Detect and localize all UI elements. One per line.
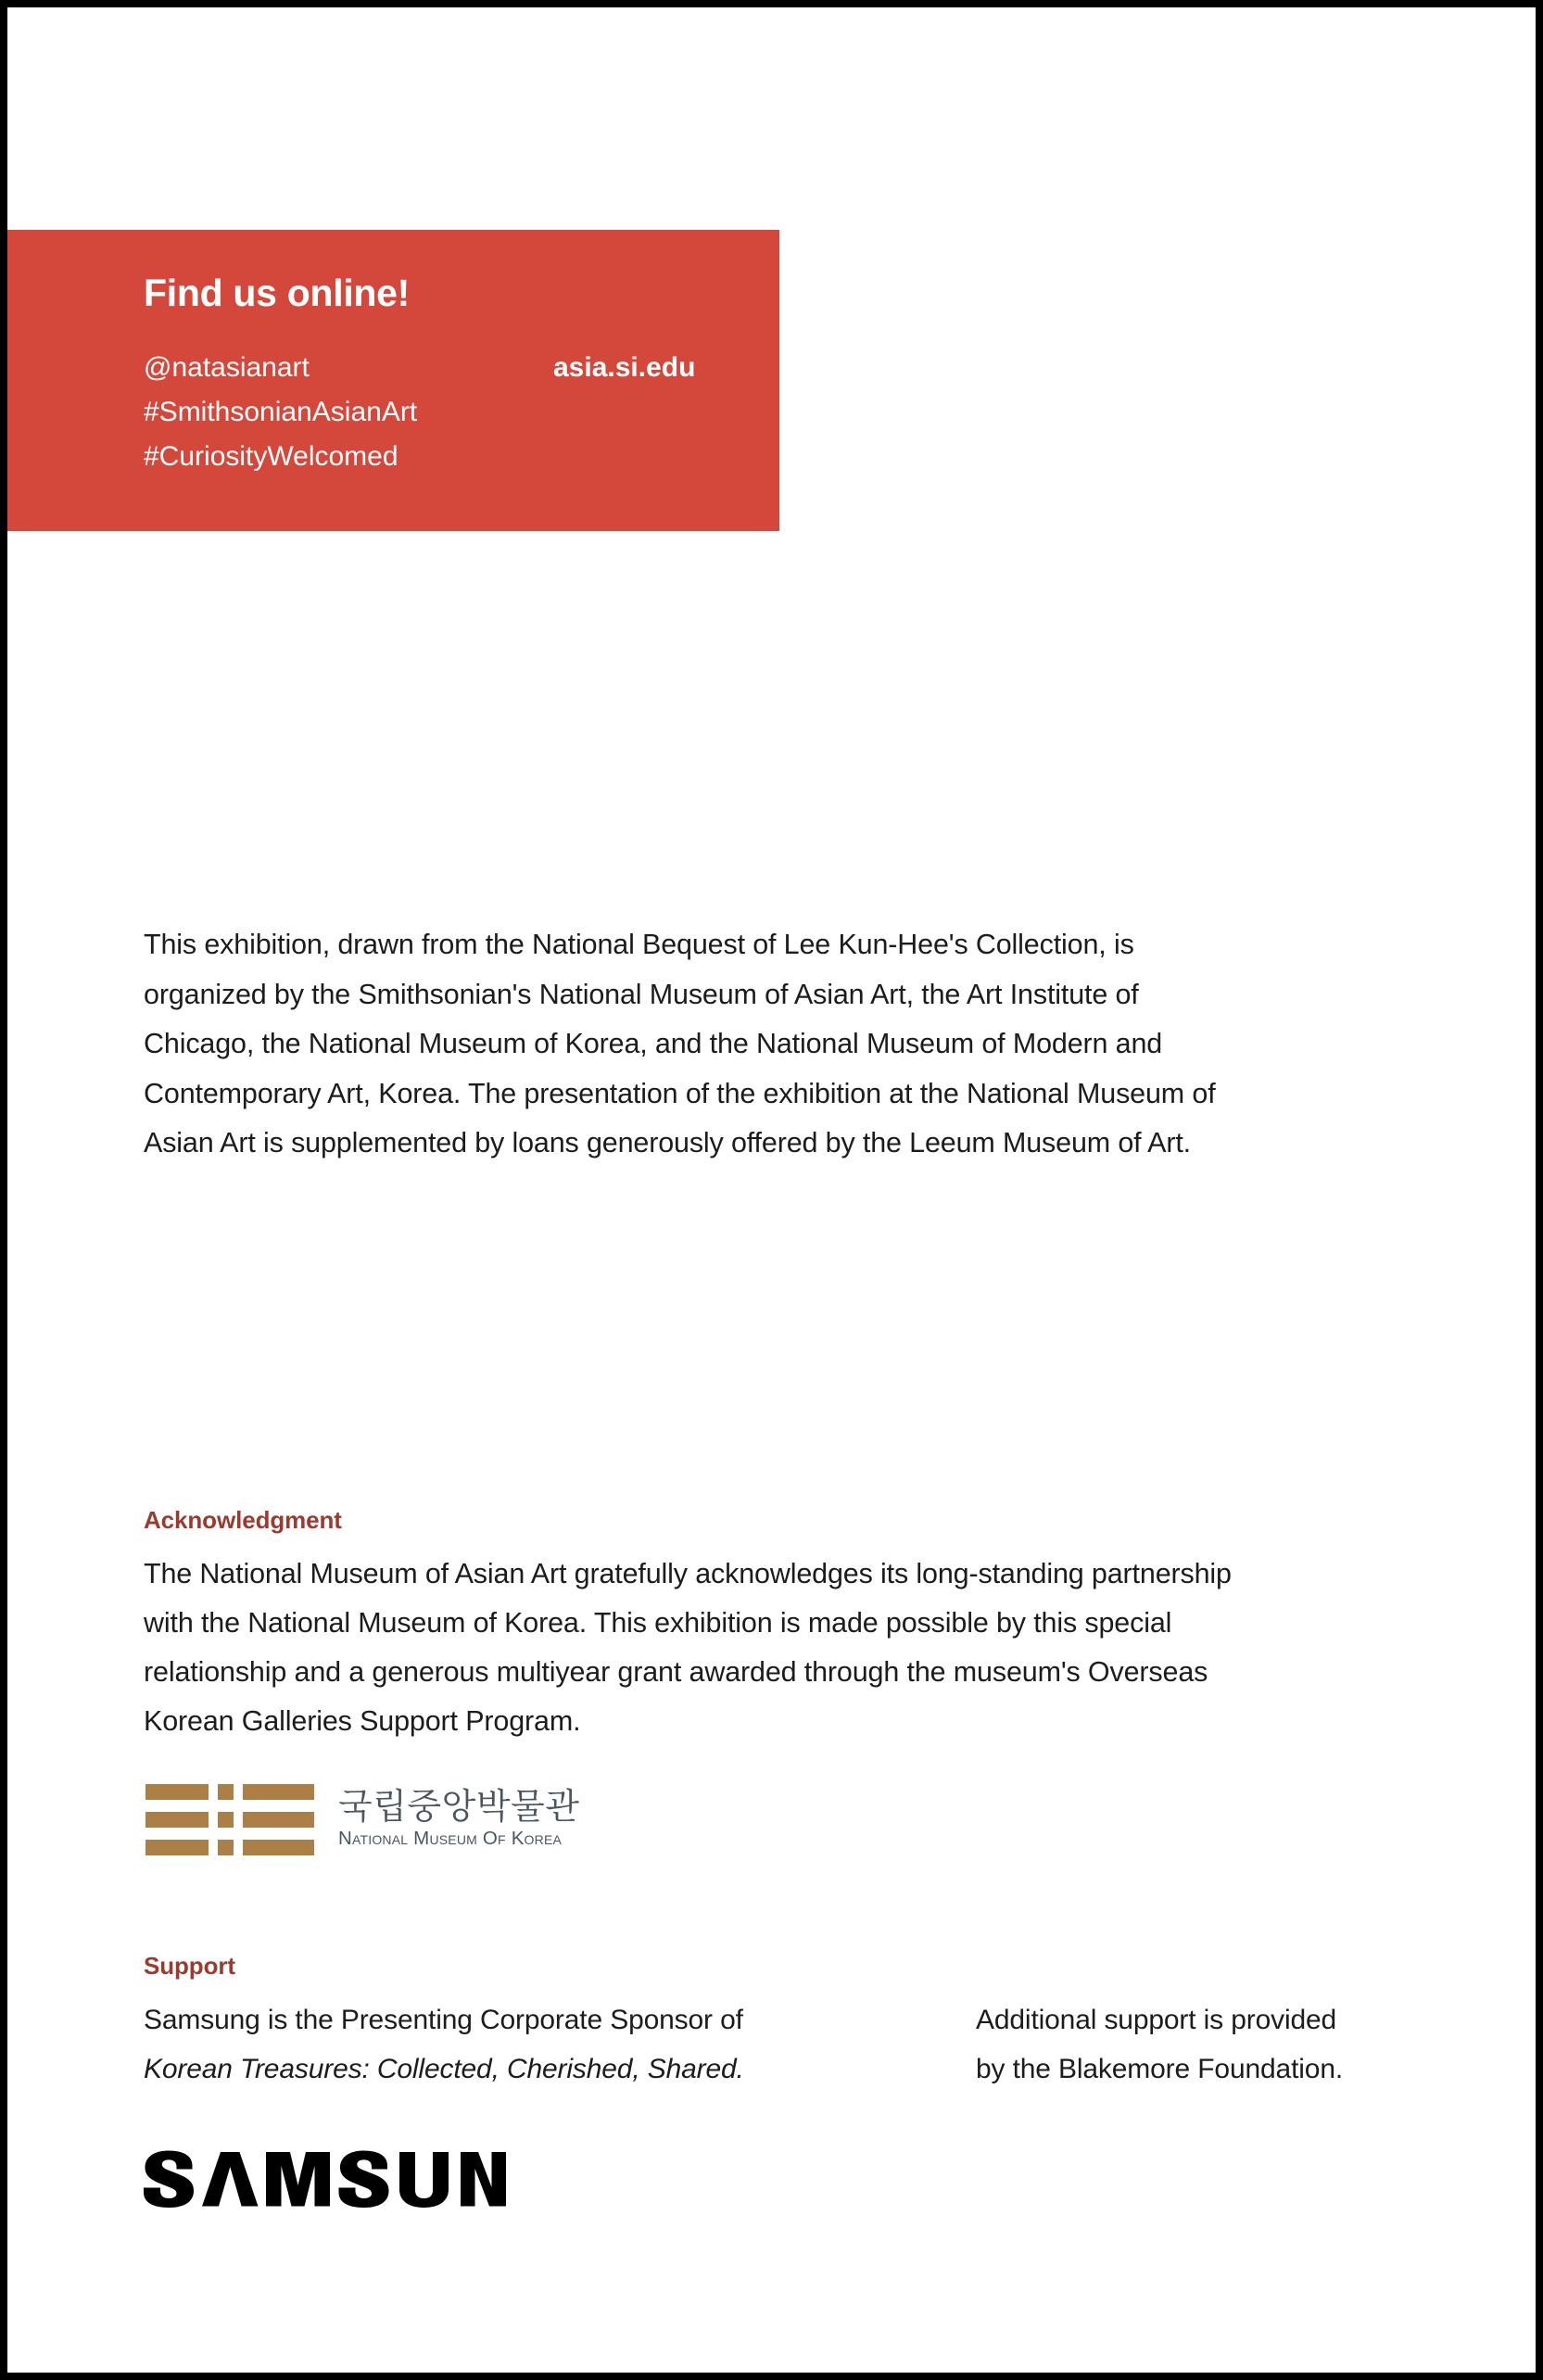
- nmk-bar-row: [145, 1812, 314, 1828]
- nmk-bar-segment: [243, 1840, 314, 1855]
- social-hashtag-smithsonianasianart: #SmithsonianAsianArt: [144, 397, 418, 427]
- additional-support-line-1: Additional support is provided: [976, 2005, 1337, 2035]
- nmk-bar-segment: [218, 1784, 234, 1800]
- find-us-online-banner: [7, 230, 779, 531]
- nmk-logo-text: [338, 1786, 580, 1851]
- support-column-right: [976, 1995, 1495, 2094]
- support-heading: Support: [144, 1952, 235, 1980]
- samsung-wordmark-icon: [143, 2150, 510, 2208]
- website-url[interactable]: asia.si.edu: [553, 352, 696, 383]
- nmk-bar-row: [145, 1784, 314, 1800]
- nmk-bar-segment: [145, 1840, 209, 1855]
- nmk-bar-segment: [218, 1812, 234, 1828]
- support-column-left: [144, 1995, 885, 2094]
- panel-canvas: [7, 7, 1536, 2373]
- nmk-bars-icon: [145, 1784, 314, 1855]
- social-handle-instagram: @natasianart: [144, 352, 310, 383]
- nmk-bar-segment: [145, 1812, 209, 1828]
- banner-title: Find us online!: [144, 272, 411, 314]
- nmk-korean-name: 국립중앙박물관: [338, 1786, 580, 1828]
- nmk-bar-segment: [145, 1784, 209, 1800]
- support-sponsor-line: Samsung is the Presenting Corporate Sponsor of: [144, 2005, 743, 2035]
- national-museum-of-korea-logo: [145, 1784, 579, 1855]
- acknowledgment-body: The National Museum of Asian Art gratefully acknowledges its long-standing partnership with the National Museum of Korea. This exhibition is made possible by this special relationship and a generous multiyear grant awarded through the museum's Overseas Korean Galleries Support Program.: [144, 1558, 1232, 1737]
- nmk-bar-segment: [243, 1812, 314, 1828]
- nmk-bar-segment: [218, 1840, 234, 1855]
- social-handles-list: [144, 346, 417, 479]
- exhibition-credit-paragraph: This exhibition, drawn from the National Bequest of Lee Kun-Hee's Collection, is organized by the Smithsonian's National Museum of Asian Art, the Art Institute of Chicago, the National Museum of Korea, and the National Museum of Modern and Contemporary Art, Korea. The presentation of the exhibition at the National Museum of Asian Art is supplemented by loans generously offered by the Leeum Museum of Art.: [144, 929, 1216, 1158]
- samsung-logo: [143, 2150, 510, 2208]
- nmk-bar-row: [145, 1840, 314, 1855]
- acknowledgment-heading: Acknowledgment: [144, 1506, 342, 1534]
- nmk-english-name: National Museum Of Korea: [338, 1828, 563, 1850]
- social-hashtag-curiositywelcomed: #CuriosityWelcomed: [144, 441, 398, 472]
- exhibition-title-italic: Korean Treasures: Collected, Cherished, Shared.: [144, 2054, 744, 2084]
- additional-support-line-2: by the Blakemore Foundation.: [976, 2054, 1344, 2084]
- nmk-bar-segment: [243, 1784, 314, 1800]
- exhibition-credit-block: [144, 920, 1237, 1169]
